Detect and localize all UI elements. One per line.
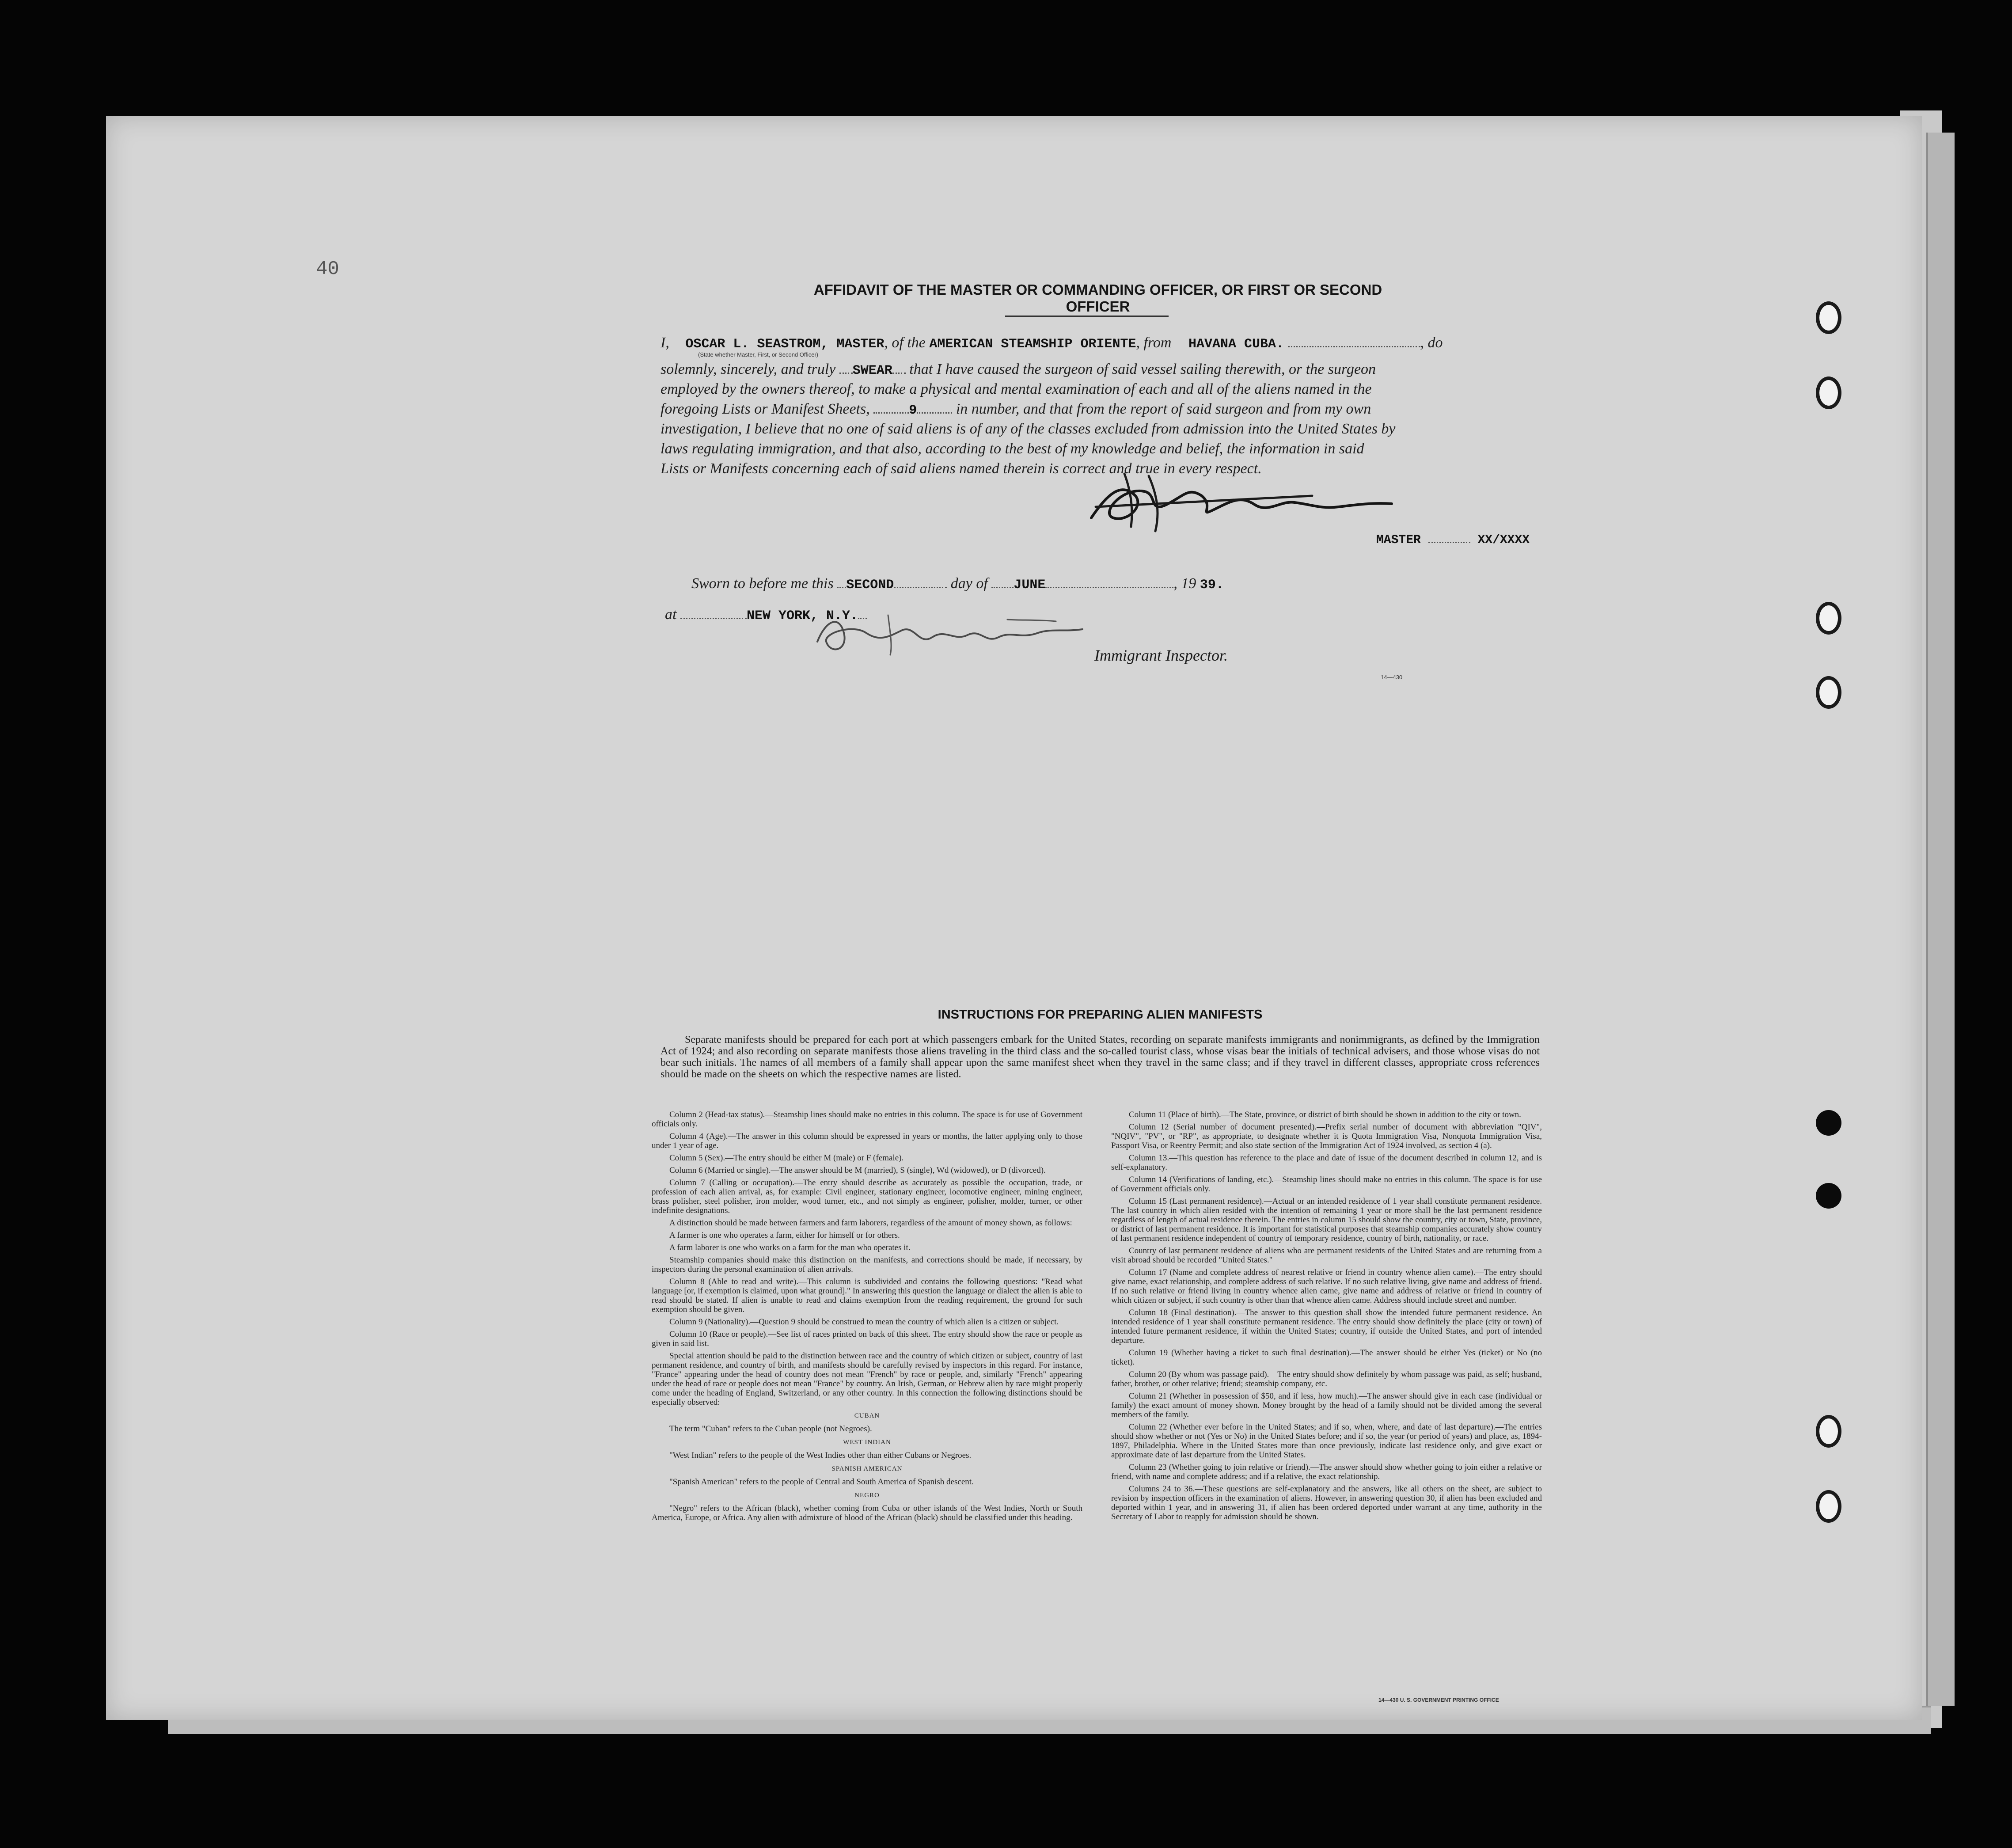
affidavit-text: foregoing Lists or Manifest Sheets, [661,401,870,417]
affidavit-text: day of [950,575,988,592]
instruction-paragraph: A distinction should be made between farmers and farm laborers, regardless of the amount of money shown, as follows: [669,1218,1072,1228]
instruction-paragraph: Column 6 (Married or single).—The answer should be M (married), S (single), Wd (widowed), or D (divorced). [669,1166,1046,1175]
affidavit-text: , of the [884,335,926,351]
vessel-name: AMERICAN STEAMSHIP ORIENTE [929,337,1136,352]
instructions-intro: Separate manifests should be prepared for each port at which passengers embark for the United States, recording on separate manifests immigrants and nonimmigrants, as defined by the Immigration Act of 1924; and also recording on separate manifests those aliens traveling in the third class and the so-called tourist class, whose visas bear the initials of technical advisers, and those whose visas do not bear such initials. The names of all members of a family shall appear upon the same manifest sheet when they travel in the same class; and if they travel in different classes, appropriate cross references should be made on the sheets on which the respective names are listed. [661,1034,1540,1080]
instruction-paragraph: Column 12 (Serial number of document presented).—Prefix serial number of document with abbreviation "QIV", "NQIV", "PV", or "RP", as appropriate, to designate whether it is Quota Immigration Visa, Nonquota Immigration Visa, Passport Visa, or Reentry Permit; and also state section of the Immigration Act of 1924 involved, as section 4 (a). [1111,1122,1542,1150]
instruction-paragraph: Column 23 (Whether going to join relative or friend).—The answer should show whether going to join either a relative or friend, with name and complete address; and if a relative, the exact relationship. [1111,1463,1542,1481]
instruction-paragraph: Column 13.—This question has reference to the place and date of issue of the document described in column 12, and is self-explanatory. [1111,1153,1542,1172]
section-heading: CUBAN [854,1412,880,1419]
master-signature [1082,465,1418,536]
instruction-paragraph: Columns 24 to 36.—These questions are self-explanatory and the answers, like all others on the sheet, are subject to revision by inspection officers in the examination of aliens. However, in answering question 30, if alien has been excluded and deported within 1 year, and in answering 31, if alien has been ordered deported under warrant at any time, authority in the Secretary of Labor to reapply for admission should be shown. [1111,1484,1542,1521]
fill-line [680,613,747,619]
sworn-line [691,575,1575,593]
instruction-paragraph: Column 2 (Head-tax status).—Steamship lines should make no entries in this column. The space is for use of Government officials only. [652,1110,1082,1129]
affidavit-line-7: Lists or Manifests concerning each of said aliens named therein is correct and true in every respect. [661,460,1262,477]
instruction-paragraph: "Negro" refers to the African (black), whether coming from Cuba or other islands of the West Indies, North or South America, Europe, or Africa. Any alien with admixture of blood of the African (black) should be classified under this heading. [652,1504,1082,1522]
instruction-paragraph: Steamship companies should make this distinction on the manifests, and corrections should be made, if necessary, by inspectors during the personal examination of alien arrivals. [652,1255,1082,1274]
sworn-month: JUNE [1014,578,1046,593]
instruction-paragraph: Column 20 (By whom was passage paid).—The entry should show definitely by whom passage was paid, as self; husband, father, brother, or other relative; friend; steamship company, etc. [1111,1370,1542,1388]
instruction-paragraph: Column 21 (Whether in possession of $50, and if less, how much).—The answer should give in each case (individual or family) the exact amount of money shown. Money brought by the head of a family should not be divided among the several members of the family. [1111,1392,1542,1419]
instruction-paragraph: "Spanish American" refers to the people of Central and South America of Spanish descent. [669,1477,974,1487]
punch-hole [1816,301,1841,334]
fill-line [1288,342,1420,347]
manifest-page [106,116,1922,1720]
instruction-paragraph: Column 14 (Verifications of landing, etc.).—Steamship lines should make no entries in this column. The space is for use of Government officials only. [1111,1175,1542,1194]
instruction-paragraph: Column 11 (Place of birth).—The State, province, or district of birth should be shown in addition to the city or town. [1129,1110,1521,1119]
printing-office-note: 14—430 U. S. GOVERNMENT PRINTING OFFICE [1378,1697,1499,1703]
punch-hole [1816,1415,1841,1448]
fill-line [894,582,947,588]
instruction-paragraph: Column 4 (Age).—The answer in this column should be expressed in years or months, the latter applying only to those under 1 year of age. [652,1132,1082,1150]
instructions-title: INSTRUCTIONS FOR PREPARING ALIEN MANIFESTS [938,1008,1263,1022]
fill-line [1428,537,1470,543]
section-heading: SPANISH AMERICAN [831,1465,903,1472]
signer-title-text: MASTER [1376,533,1421,547]
page-stack-edge-inner [1926,133,1955,1706]
departure-port: HAVANA CUBA. [1188,337,1284,352]
instruction-paragraph: Column 7 (Calling or occupation).—The entry should describe as accurately as possible the occupation, trade, or profession of each alien arrival, as, for example: Civil engineer, stationary engineer, locomotive engineer, mining engineer, brass polisher, steel polisher, iron molder, wood turner, etc., and not simply as engineer, polisher, molder, turner, or other indefinite designations. [652,1178,1082,1215]
margin-mark: 40 [316,258,339,280]
fill-line [892,368,906,374]
fill-line [1045,582,1173,588]
instruction-paragraph: A farmer is one who operates a farm, either for himself or for others. [669,1231,900,1240]
affidavit-text: , do [1420,335,1443,351]
oath-word: SWEAR [852,363,892,378]
instruction-paragraph: "West Indian" refers to the people of the West Indies other than either Cubans or Negroes. [669,1451,972,1460]
title-rule [1005,316,1169,317]
inspector-signature [800,606,1109,659]
sheet-count: 9 [909,403,917,418]
affidavit-text: at [665,606,677,623]
affidavit-line-6: laws regulating immigration, and that also, according to the best of my knowledge and belief, the information in said [661,441,1364,457]
officer-name: OSCAR L. SEASTROM, MASTER [685,337,885,352]
sworn-day: SECOND [846,578,894,593]
section-heading: WEST INDIAN [843,1439,891,1446]
instruction-paragraph: The term "Cuban" refers to the Cuban people (not Negroes). [669,1424,872,1434]
instruction-paragraph: Column 8 (Able to read and write).—This column is subdivided and contains the following questions: "Read what language [or, if exemption is claimed, upon what ground]." In answering this question the language or dialect the alien is able to read should be stated. If alien is unable to read and claims exemption from the reading requirement, the ground for such exemption should be given. [652,1277,1082,1314]
sworn-place: NEW YORK, N.Y. [746,608,858,624]
section-heading: NEGRO [854,1492,880,1499]
instruction-paragraph: Country of last permanent residence of aliens who are permanent residents of the United States and are returning from a visit abroad should be recorded "United States." [1111,1246,1542,1265]
affidavit-line-4 [661,401,1544,418]
instruction-paragraph: Special attention should be paid to the distinction between race and the country of which citizen or subject, country of last permanent residence, and country of birth, and manifests should be carefully revised by inspectors in this regard. For instance, "France" appearing under the head of country does not mean "French" by race or people, and, similarly "French" appearing under the head of race or people does not mean "France" by country. An Irish, German, or Hebrew alien by race might properly come under the heading of England, Switzerland, or any other country. In this connection the following distinctions should be especially observed: [652,1351,1082,1407]
affidavit-text: solemnly, sincerely, and truly [661,361,836,377]
form-number: 14—430 [1381,674,1403,681]
instruction-paragraph: Column 9 (Nationality).—Question 9 should be construed to mean the country of which alien is a citizen or subject. [669,1317,1059,1327]
punch-hole [1816,602,1841,635]
affidavit-line-2 [661,361,1544,378]
instruction-paragraph: Column 18 (Final destination).—The answer to this question shall show the intended future permanent residence. An intended residence of 1 year shall constitute permanent residence. The entry should show definitely the place (city or town) of intended future permanent residence, if within the United States; country, if outside the United States, and port of intended departure. [1111,1308,1542,1345]
fill-line [873,408,909,414]
punch-hole [1816,1110,1841,1136]
inspector-label: Immigrant Inspector. [1094,646,1228,664]
affidavit-text: , from [1136,335,1172,351]
instruction-paragraph: Column 5 (Sex).—The entry should be either M (male) or F (female). [669,1153,904,1163]
affidavit-text: in number, and that from the report of said surgeon and from my own [956,401,1371,417]
affidavit-title: AFFIDAVIT OF THE MASTER OR COMMANDING OFFICER, OR FIRST OR SECOND OFFICER [813,281,1382,315]
instructions-right-column [1111,1110,1542,1525]
instruction-paragraph: Column 10 (Race or people).—See list of races printed on back of this sheet. The entry should show the race or people as given in said list. [652,1330,1082,1348]
fill-line [839,368,853,374]
fill-line [837,582,846,588]
struck-title: XX/XXXX [1477,533,1530,547]
affidavit-text: I, [661,335,669,351]
fill-line [917,408,952,414]
affidavit-line-5: investigation, I believe that no one of said aliens is of any of the classes excluded from admission into the United States by [661,421,1396,437]
instruction-paragraph: Column 22 (Whether ever before in the United States; and if so, when, where, and date of last departure).—The entries should show whether or not (Yes or No) in the United States before; and if so, the year (or period of years) and place, as, 1894-1897, Philadelphia. Where in the United States more than once previously, indicate last residence only, and give exact or approximate date of last departure from the United States. [1111,1422,1542,1460]
punch-hole [1816,376,1841,409]
instruction-paragraph: Column 15 (Last permanent residence).—Actual or an intended residence of 1 year shall constitute permanent residence. The last country in which alien resided with the intention of remaining 1 year or more shall be the last permanent residence regardless of length of actual residence therein. The entries in column 15 should show the country, city or town, State, province, or district of last permanent residence. It is important for statistical purposes that steamship companies accurately show country of last permanent residence independent of country of temporary residence, country of birth, nationality, or race. [1111,1197,1542,1243]
affidavit-line-1 [661,335,1544,352]
instructions-left-column [652,1110,1082,1525]
punch-hole [1816,676,1841,709]
instruction-paragraph: Column 17 (Name and complete address of nearest relative or friend in country whence alien came).—The entry should give name, exact relationship, and complete address of such relative. If no such relative living, give name and address of friend. If no such relative or friend living in country whence alien came, give name and address of relative or friend in country of which citizen or subject, if such country is other than that whence alien came. Address should include street and number. [1111,1268,1542,1305]
affidavit-line-3: employed by the owners thereof, to make a physical and mental examination of each and all of the aliens named in the [661,381,1372,397]
instruction-paragraph: Column 19 (Whether having a ticket to such final destination).—The answer should be either Yes (ticket) or No (no ticket). [1111,1348,1542,1367]
rank-note: (State whether Master, First, or Second Officer) [698,351,819,358]
affidavit-text: that I have caused the surgeon of said vessel sailing therewith, or the surgeon [909,361,1376,377]
fill-line [991,582,1014,588]
affidavit-text: , 19 [1173,575,1196,592]
signer-title [1376,533,1530,547]
sworn-year: 39. [1200,578,1224,593]
instruction-paragraph: A farm laborer is one who works on a farm for the man who operates it. [669,1243,911,1252]
punch-hole [1816,1183,1841,1209]
punch-hole [1816,1490,1841,1523]
affidavit-text: Sworn to before me this [691,575,834,592]
